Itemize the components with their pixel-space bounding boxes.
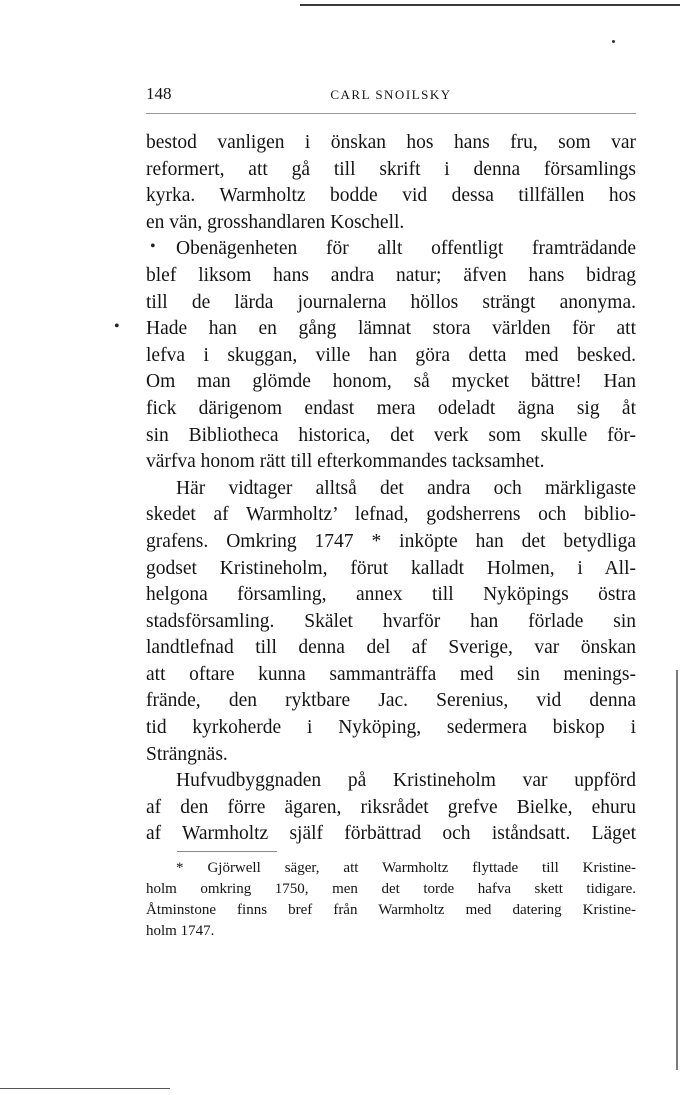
footnote-line: holm 1747. — [146, 923, 215, 939]
scan-edge-right — [676, 670, 678, 1070]
text-line: helgona församling, annex till Nyköpings östra — [146, 584, 636, 606]
text-line: skedet af Warmholtz’ lefnad, godsherrens och biblio- — [146, 504, 636, 526]
scan-edge-top — [300, 4, 680, 6]
text-line: bestod vanligen i önskan hos hans fru, som var — [146, 132, 636, 153]
text-line: lefva i skuggan, ville han göra detta med besked. — [146, 344, 636, 366]
page-number: 148 — [146, 84, 172, 103]
text-line: en vän, grosshandlaren Koschell. — [146, 211, 405, 233]
margin-mark: • — [114, 318, 120, 335]
footnote — [146, 858, 636, 942]
footnote-rule — [177, 851, 277, 852]
text-line: att oftare kunna sammanträffa med sin menings- — [146, 663, 636, 685]
text-line: Om man glömde honom, så mycket bättre! Han — [146, 371, 636, 393]
footnote-line: holm omkring 1750, men det torde hafva skett tidigare. — [146, 881, 636, 897]
text-line: af Warmholtz själf förbättrad och iståndsatt. Läget — [146, 823, 636, 845]
footnote-line: * Gjörwell säger, att Warmholtz flyttade till Kristine- — [176, 860, 636, 876]
scan-speck — [612, 40, 615, 43]
text-line: tid kyrkoherde i Nyköping, sedermera biskop i — [146, 717, 636, 739]
text-line: grafens. Omkring 1747 * inköpte han det betydliga — [146, 530, 636, 552]
page-header — [146, 84, 636, 106]
text-line: fick därigenom endast mera odeladt ägna sig åt — [146, 397, 636, 419]
text-line: värfva honom rätt till efterkommandes tacksamhet. — [146, 451, 545, 473]
text-line: Hade han en gång lämnat stora världen för att — [146, 318, 636, 340]
running-head: CARL SNOILSKY — [330, 87, 452, 102]
text-line: reformert, att gå till skrift i denna församlings — [146, 158, 636, 180]
text-line: af den förre ägaren, riksrådet grefve Bielke, ehuru — [146, 796, 636, 818]
text-line: Strängnäs. — [146, 743, 228, 765]
header-rule — [146, 113, 636, 114]
text-line: Här vidtager alltså det andra och märkligaste — [176, 477, 636, 499]
footnote-line: Åtminstone finns bref från Warmholtz med datering Kristine- — [146, 902, 636, 918]
text-line: till de lärda journalerna höllos strängt anonyma. — [146, 291, 636, 313]
text-line: godset Kristineholm, förut kalladt Holmen, i All- — [146, 557, 636, 579]
text-line: stadsförsamling. Skälet hvarför han förlade sin — [146, 610, 636, 632]
scan-edge-bottom — [0, 1088, 170, 1089]
margin-mark: • — [150, 238, 156, 255]
body-text — [146, 130, 636, 848]
text-line: Hufvudbyggnaden på Kristineholm var uppförd — [176, 770, 636, 792]
text-line: sin Bibliotheca historica, det verk som skulle för- — [146, 424, 636, 446]
text-line: blef liksom hans andra natur; äfven hans bidrag — [146, 264, 636, 286]
text-line: frände, den ryktbare Jac. Serenius, vid denna — [146, 690, 636, 712]
text-line: kyrka. Warmholtz bodde vid dessa tillfällen hos — [146, 185, 636, 207]
text-line: landtlefnad till denna del af Sverige, var önskan — [146, 637, 636, 659]
text-line: Obenägenheten för allt offentligt framträdande — [176, 238, 636, 260]
